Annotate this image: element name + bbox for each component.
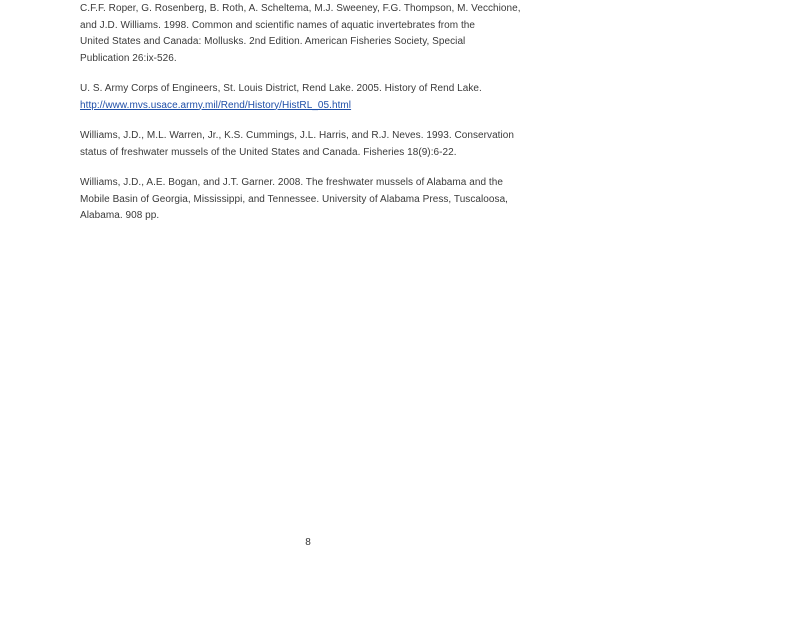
- reference-line: Williams, J.D., A.E. Bogan, and J.T. Garner. 2008. The freshwater mussels of Alabama and the: [80, 177, 503, 188]
- reference-line: status of freshwater mussels of the United States and Canada. Fisheries 18(9):6-22.: [80, 146, 457, 158]
- reference-line: C.F.F. Roper, G. Rosenberg, B. Roth, A. Scheltema, M.J. Sweeney, F.G. Thompson, M. Vecchione,: [80, 3, 521, 14]
- reference-line: Mobile Basin of Georgia, Mississippi, and Tennessee. University of Alabama Press, Tuscaloosa,: [80, 193, 509, 205]
- reference-line: Publication 26:ix-526.: [80, 52, 177, 64]
- reference-line: Williams, J.D., M.L. Warren, Jr., K.S. Cummings, J.L. Harris, and R.J. Neves. 1993. Conservation: [80, 130, 514, 141]
- page-number: 8: [305, 537, 311, 548]
- reference-link-line: [80, 98, 540, 115]
- reference-line: and J.D. Williams. 1998. Common and scientific names of aquatic invertebrates from the: [80, 19, 476, 31]
- reference-line: Alabama. 908 pp.: [80, 210, 160, 221]
- reference-line: United States and Canada: Mollusks. 2nd Edition. American Fisheries Society, Special: [80, 36, 466, 47]
- reference-list: [80, 1, 540, 239]
- reference-line: U. S. Army Corps of Engineers, St. Louis District, Rend Lake. 2005. History of Rend Lake.: [80, 83, 482, 94]
- rend-lake-history-link[interactable]: http://www.mvs.usace.army.mil/Rend/History/HistRL_05.html: [80, 99, 352, 111]
- reference-entry-usace-2005: [80, 81, 540, 114]
- reference-entry-turgeon-1998: [80, 1, 540, 67]
- reference-entry-williams-2008: [80, 175, 540, 225]
- reference-entry-williams-1993: [80, 128, 540, 161]
